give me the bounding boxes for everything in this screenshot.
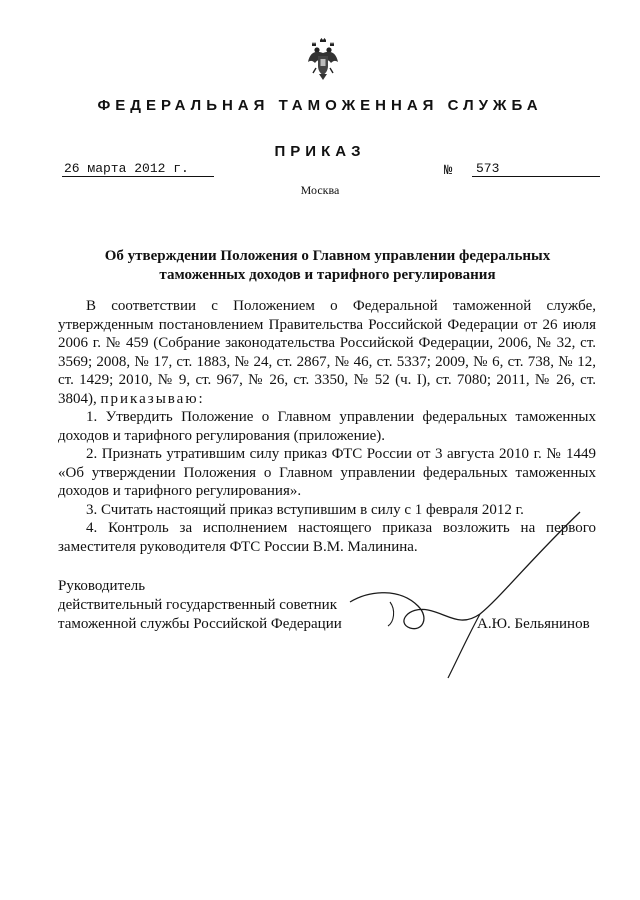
order-word: приказываю:	[100, 390, 205, 407]
order-item-4: 4. Контроль за исполнением настоящего приказа возложить на первого заместителя руководителя ФТС России В.М. Малинина.	[58, 520, 596, 555]
order-item-3: 3. Считать настоящий приказ вступившим в силу с 1 февраля 2012 г.	[86, 501, 524, 518]
title-line: Об утверждении Положения о Главном управлении федеральных	[104, 248, 551, 264]
signatory-name: А.Ю. Бельянинов	[477, 616, 590, 632]
order-number-label: №	[444, 163, 453, 179]
position-line: Руководитель	[58, 578, 146, 594]
agency-name: ФЕДЕРАЛЬНАЯ ТАМОЖЕННАЯ СЛУЖБА	[97, 97, 543, 114]
order-number: 573	[472, 161, 600, 177]
signatory-position	[58, 577, 358, 634]
title-line: таможенных доходов и тарифного регулирования	[159, 267, 496, 283]
document-type: ПРИКАЗ	[274, 143, 366, 160]
position-line: действительный государственный советник	[58, 597, 338, 613]
preamble-paragraph	[58, 297, 596, 408]
position-line: таможенной службы Российской Федерации	[58, 616, 342, 632]
order-title	[60, 247, 595, 285]
city: Москва	[300, 183, 340, 197]
handwritten-signature	[330, 510, 590, 680]
preamble-text: В соответствии с Положением о Федеральной таможенной службе, утвержденным постановлением Правительства Российской Федерации от 26 июля 2006 г. № 459 (Собрание законодательства Российской Федерации, 2006, № 32, ст. 3569; 2008, № 17, ст. 1883, № 24, ст. 2867, № 46, ст. 5337; 2009, № 6, ст. 738, № 12, ст. 1429; 2010, № 9, ст. 967, № 26, ст. 3350, № 52 (ч. I), ст. 7080; 2011, № 26, ст. 3804),	[58, 298, 596, 407]
order-date: 26 марта 2012 г.	[62, 161, 214, 177]
russian-coat-of-arms-icon	[308, 38, 338, 82]
order-item-1: 1. Утвердить Положение о Главном управлении федеральных таможенных доходов и тарифного регулирования (приложение).	[58, 409, 596, 444]
order-item-2: 2. Признать утратившим силу приказ ФТС России от 3 августа 2010 г. № 1449 «Об утверждении Положения о Главном управлении федеральных таможенных доходов и тарифного регулирования».	[58, 446, 596, 499]
